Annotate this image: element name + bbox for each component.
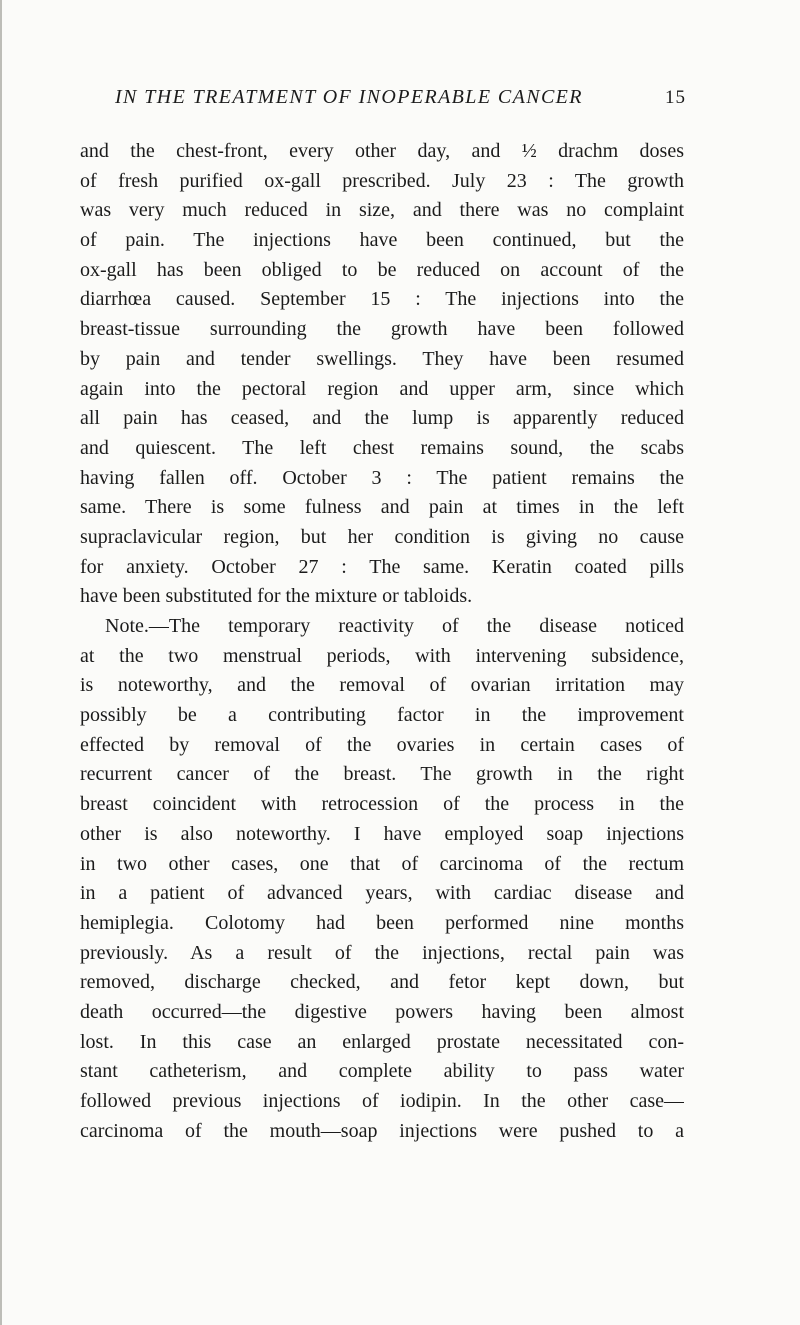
text-line: at the two menstrual periods, with intervening subsidence, bbox=[80, 644, 684, 667]
text-line: removed, discharge checked, and fetor kept down, but bbox=[80, 971, 684, 994]
text-line: effected by removal of the ovaries in certain cases of bbox=[80, 733, 684, 756]
text-line: possibly be a contributing factor in the improvement bbox=[80, 704, 684, 727]
page-number: 15 bbox=[665, 87, 686, 108]
text-line: stant catheterism, and complete ability to pass water bbox=[80, 1060, 684, 1083]
running-head bbox=[115, 86, 686, 116]
text-line: diarrhœa caused. September 15 : The injections into the bbox=[80, 288, 684, 311]
text-line: have been substituted for the mixture or tabloids. bbox=[80, 585, 473, 608]
page-edge bbox=[0, 0, 2, 1325]
text-line: of pain. The injections have been continued, but the bbox=[80, 229, 684, 252]
text-line: by pain and tender swellings. They have been resumed bbox=[80, 347, 684, 370]
text-line: followed previous injections of iodipin. In the other case— bbox=[80, 1090, 684, 1112]
text-line: of fresh purified ox-gall prescribed. July 23 : The growth bbox=[80, 169, 684, 192]
text-line: was very much reduced in size, and there was no complaint bbox=[80, 199, 684, 222]
text-line: Note.—The temporary reactivity of the disease noticed bbox=[105, 615, 684, 637]
text-line: recurrent cancer of the breast. The growth in the right bbox=[80, 763, 684, 786]
text-line: supraclavicular region, but her condition is giving no cause bbox=[80, 525, 684, 548]
text-line: breast-tissue surrounding the growth have been followed bbox=[80, 318, 684, 341]
running-title: IN THE TREATMENT OF INOPERABLE CANCER bbox=[115, 86, 583, 108]
text-line: again into the pectoral region and upper arm, since which bbox=[80, 377, 684, 400]
text-line: in two other cases, one that of carcinoma of the rectum bbox=[80, 852, 684, 875]
text-line: death occurred—the digestive powers having been almost bbox=[80, 1000, 684, 1023]
text-line: and quiescent. The left chest remains sound, the scabs bbox=[80, 436, 684, 459]
text-line: breast coincident with retrocession of the process in the bbox=[80, 793, 684, 816]
text-line: all pain has ceased, and the lump is apparently reduced bbox=[80, 407, 684, 430]
text-line: in a patient of advanced years, with cardiac disease and bbox=[80, 882, 684, 905]
text-line: lost. In this case an enlarged prostate necessitated con- bbox=[80, 1030, 684, 1053]
body-text bbox=[80, 137, 684, 1146]
text-line: for anxiety. October 27 : The same. Keratin coated pills bbox=[80, 555, 684, 578]
text-line: ox-gall has been obliged to be reduced on account of the bbox=[80, 258, 684, 281]
text-line: same. There is some fulness and pain at times in the left bbox=[80, 496, 684, 519]
text-line: hemiplegia. Colotomy had been performed nine months bbox=[80, 911, 684, 934]
text-line: having fallen off. October 3 : The patient remains the bbox=[80, 466, 684, 489]
text-line: other is also noteworthy. I have employed soap injections bbox=[80, 822, 684, 845]
text-line: and the chest-front, every other day, and ½ drachm doses bbox=[80, 140, 684, 162]
text-line: carcinoma of the mouth—soap injections were pushed to a bbox=[80, 1119, 684, 1142]
text-line: is noteworthy, and the removal of ovarian irritation may bbox=[80, 674, 684, 697]
text-line: previously. As a result of the injections, rectal pain was bbox=[80, 941, 684, 964]
